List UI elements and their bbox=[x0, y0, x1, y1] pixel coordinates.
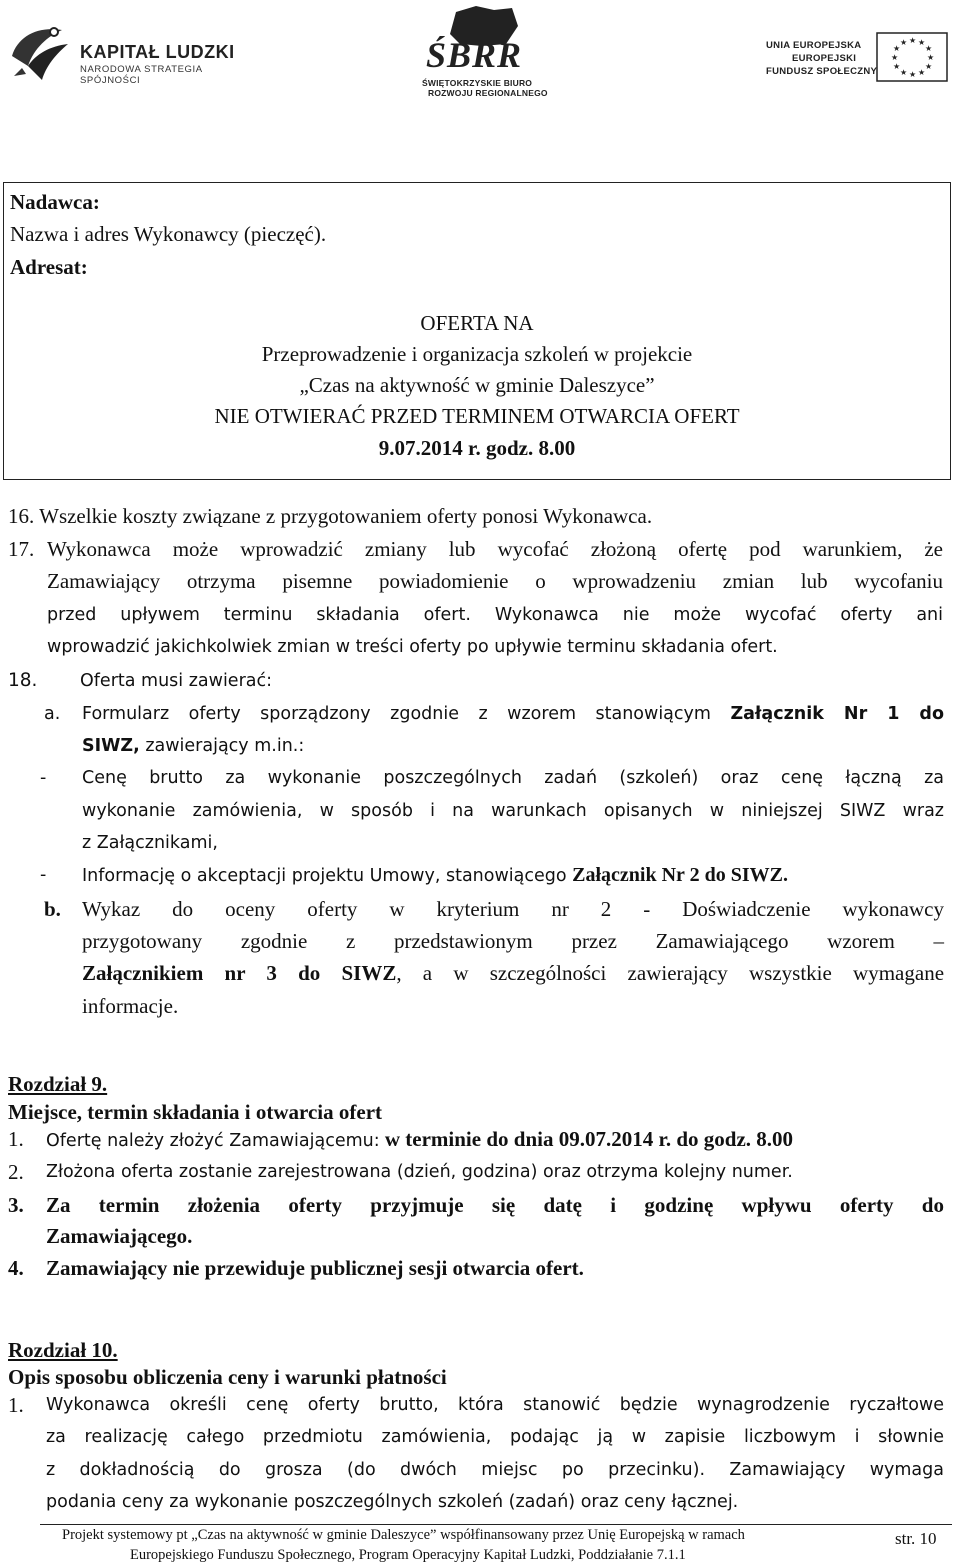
eu-logo bbox=[752, 22, 952, 92]
footer-line-2: Europejskiego Funduszu Społecznego, Program Operacyjny Kapitał Ludzki, Poddziałanie 7.1.1 bbox=[130, 1547, 686, 1563]
ch10-item-1-line-4: podania ceny za wykonanie poszczególnych szkoleń (zadań) oraz ceny łącznej. bbox=[46, 1492, 739, 1512]
dash-2-text: Informację o akceptacji projektu Umowy, stanowiącego bbox=[82, 866, 567, 886]
sbrr-acronym: ŚBRR bbox=[426, 35, 523, 75]
svg-text:★: ★ bbox=[918, 38, 926, 47]
svg-text:★: ★ bbox=[925, 62, 933, 71]
ch9-item-4-number: 4. bbox=[8, 1256, 24, 1280]
svg-text:★: ★ bbox=[891, 53, 899, 62]
item-a-letter: a. bbox=[44, 704, 61, 724]
ch10-item-1-line-3: z dokładnością do grosza (do dwóch miejsc po przecinku). Zamawiający wymaga bbox=[46, 1460, 944, 1480]
recipient-label: Adresat: bbox=[10, 255, 88, 279]
eu-line-2: EUROPEJSKI bbox=[792, 53, 857, 64]
svg-text:★: ★ bbox=[900, 68, 908, 77]
offer-title-line-1: OFERTA NA bbox=[420, 311, 534, 335]
item-a-including: zawierający m.in.: bbox=[139, 736, 305, 756]
kapital-ludzki-emblem-icon bbox=[8, 20, 72, 84]
svg-text:★: ★ bbox=[925, 44, 933, 53]
offer-title-line-4: NIE OTWIERAĆ PRZED TERMINEM OTWARCIA OFERT bbox=[214, 404, 740, 428]
ch9-item-1-number: 1. bbox=[8, 1127, 24, 1151]
ch9-item-3-number: 3. bbox=[8, 1193, 24, 1217]
page-number: str. 10 bbox=[895, 1529, 937, 1548]
item-a-siwz: SIWZ, bbox=[82, 736, 140, 756]
svg-text:★: ★ bbox=[927, 53, 935, 62]
dash-1-line-2: wykonanie zamówienia, w sposób i na warunkach opisanych w niniejszej SIWZ wraz bbox=[82, 801, 944, 821]
eu-flag-icon bbox=[876, 32, 948, 82]
item-b-line-4: informacje. bbox=[82, 994, 179, 1018]
offer-title-line-2: Przeprowadzenie i organizacja szkoleń w projekcie bbox=[261, 342, 693, 366]
kapital-ludzki-title: KAPITAŁ LUDZKI bbox=[80, 42, 235, 62]
item-b-letter: b. bbox=[44, 897, 61, 921]
item-17-line-3: przed upływem terminu składania ofert. Wykonawca nie może wycofać oferty ani bbox=[47, 605, 943, 625]
sender-label: Nadawca: bbox=[10, 190, 100, 214]
chapter-9-subheading: Miejsce, termin składania i otwarcia ofert bbox=[8, 1100, 383, 1124]
ch9-item-3-line-2: Zamawiającego. bbox=[46, 1224, 193, 1248]
offer-title-line-5: 9.07.2014 r. godz. 8.00 bbox=[378, 436, 576, 460]
svg-text:★: ★ bbox=[893, 44, 901, 53]
svg-text:★: ★ bbox=[900, 38, 908, 47]
kapital-ludzki-subtitle: NARODOWA STRATEGIA SPÓJNOŚCI bbox=[80, 64, 203, 86]
footer-divider bbox=[40, 1524, 952, 1525]
item-b-attachment-3: Załącznikiem nr 3 do SIWZ bbox=[82, 961, 397, 985]
item-17-line-4: wprowadzić jakichkolwiek zmian w treści oferty po upływie terminu składania ofert. bbox=[47, 637, 778, 657]
dash-1-line-1: Cenę brutto za wykonanie poszczególnych zadań (szkoleń) oraz cenę łączną za bbox=[82, 768, 944, 788]
sbrr-logo bbox=[412, 4, 552, 99]
item-16: 16. Wszelkie koszty związane z przygotowaniem oferty ponosi Wykonawca. bbox=[8, 504, 653, 528]
sbrr-line-2: ROZWOJU REGIONALNEGO bbox=[428, 88, 548, 98]
ch9-item-2: Złożona oferta zostanie zarejestrowana (dzień, godzina) oraz otrzyma kolejny numer. bbox=[46, 1162, 793, 1182]
item-b-line-3 bbox=[82, 960, 944, 986]
ch9-item-1-text: Ofertę należy złożyć Zamawiającemu: bbox=[46, 1131, 380, 1151]
dash-2: - bbox=[40, 865, 47, 885]
footer-line-1: Projekt systemowy pt „Czas na aktywność w gminie Daleszyce” współfinansowany przez Unię Europejską w ramach bbox=[62, 1527, 745, 1543]
dash-2-line bbox=[82, 862, 788, 889]
ch10-item-1-line-1: Wykonawca określi cenę oferty brutto, która stanowić będzie wynagrodzenie ryczałtowe bbox=[46, 1395, 944, 1415]
item-a-attachment-1: Załącznik Nr 1 do bbox=[730, 704, 944, 724]
offer-title-line-3: „Czas na aktywność w gminie Daleszyce” bbox=[299, 373, 655, 397]
ch9-item-2-number: 2. bbox=[8, 1160, 24, 1184]
ch9-item-3-line-1: Za termin złożenia oferty przyjmuje się datę i godzinę wpływu oferty do bbox=[46, 1193, 944, 1217]
offer-envelope-box bbox=[3, 182, 951, 480]
chapter-10-subheading: Opis sposobu obliczenia ceny i warunki płatności bbox=[8, 1365, 447, 1389]
eu-line-1: UNIA EUROPEJSKA bbox=[766, 40, 862, 51]
item-a-line-2 bbox=[82, 733, 304, 759]
eu-line-3: FUNDUSZ SPOŁECZNY bbox=[766, 66, 878, 77]
kapital-ludzki-logo bbox=[8, 14, 238, 84]
item-18-text: Oferta musi zawierać: bbox=[80, 671, 273, 691]
item-17-line-1: Wykonawca może wprowadzić zmiany lub wycofać złożoną ofertę pod warunkiem, że bbox=[47, 537, 943, 561]
dash-1: - bbox=[40, 768, 47, 788]
dash-1-line-3: z Załącznikami, bbox=[82, 833, 218, 853]
sbrr-line-1: ŚWIĘTOKRZYSKIE BIURO bbox=[422, 78, 533, 88]
item-b-line-2: przygotowany zgodnie z przedstawionym przez Zamawiającego wzorem – bbox=[82, 929, 944, 953]
sender-value: Nazwa i adres Wykonawcy (pieczęć). bbox=[10, 222, 327, 246]
ch9-item-1-deadline: w terminie do dnia 09.07.2014 r. do godz. 8.00 bbox=[384, 1127, 794, 1151]
svg-text:★: ★ bbox=[909, 36, 917, 45]
ch10-item-1-line-2: za realizację całego przedmiotu zamówienia, podając ją w zapisie liczbowym i słownie bbox=[46, 1427, 944, 1447]
item-17-number: 17. bbox=[8, 537, 35, 561]
item-b-rest: , a w szczególności zawierający wszystkie wymagane bbox=[396, 961, 945, 985]
item-b-line-1: Wykaz do oceny oferty w kryterium nr 2 - Doświadczenie wykonawcy bbox=[82, 897, 944, 921]
svg-text:★: ★ bbox=[918, 68, 926, 77]
item-a-line-1 bbox=[82, 701, 944, 727]
ch10-item-1-number: 1. bbox=[8, 1393, 24, 1417]
svg-text:★: ★ bbox=[893, 62, 901, 71]
chapter-10-heading: Rozdział 10. bbox=[8, 1338, 118, 1362]
ch9-item-1 bbox=[46, 1126, 793, 1154]
chapter-9-heading: Rozdział 9. bbox=[8, 1072, 108, 1096]
item-18-number: 18. bbox=[8, 670, 38, 691]
svg-text:★: ★ bbox=[909, 70, 917, 79]
ch9-item-4: Zamawiający nie przewiduje publicznej sesji otwarcia ofert. bbox=[46, 1256, 584, 1280]
item-17-line-2: Zamawiający otrzyma pisemne powiadomienie o wprowadzeniu zmian lub wycofaniu bbox=[47, 569, 943, 593]
item-a-text: Formularz oferty sporządzony zgodnie z wzorem stanowiącym bbox=[82, 704, 711, 724]
dash-2-attachment-2: Załącznik Nr 2 do SIWZ. bbox=[572, 864, 788, 886]
